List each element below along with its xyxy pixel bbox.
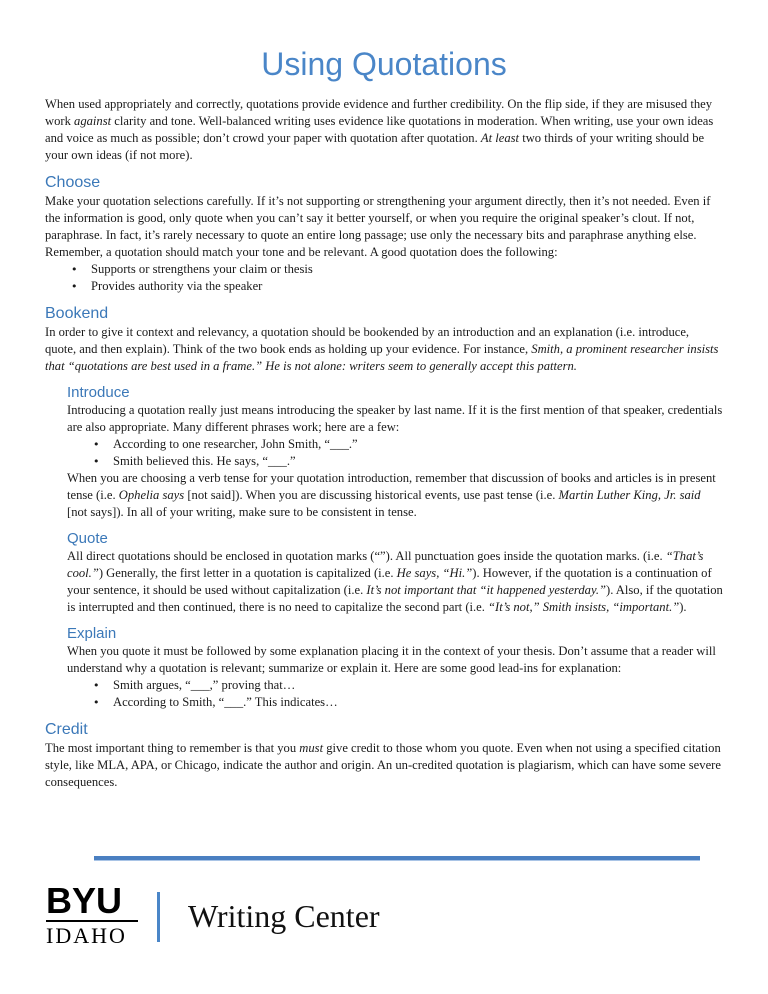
writing-center-label: Writing Center xyxy=(188,898,380,934)
tense-example: Martin Luther King, Jr. said xyxy=(558,488,701,502)
quote-text: All direct quotations should be enclosed in quotation marks (“”). All punctuation goes inside the quotation marks. (i.e. xyxy=(67,549,666,563)
quote-text: ). xyxy=(679,600,687,614)
intro-text: When used appropriately and correctly, quotations provide evidence and further credibility. On the flip side, if they are misused they work xyxy=(45,97,713,128)
intro-emphasis: against xyxy=(74,114,112,128)
intro-text: two thirds of your writing should be your own ideas (if not more). xyxy=(45,131,705,162)
explain-paragraph: When you quote it must be followed by some explanation placing it in the context of your thesis. Don’t assume that a reader will understand why a quotation is relevant; summarize or explain it. Here are some good lead-ins for explanation: xyxy=(67,644,716,675)
list-item: • According to one researcher, John Smith, “___.” xyxy=(113,436,723,453)
introduce-section xyxy=(67,402,723,521)
tense-paragraph xyxy=(67,470,723,521)
intro-text: clarity and tone. Well-balanced writing uses evidence like quotations in moderation. When writing, use your own ideas and voice as much as possible; don’t crowd your paper with quotation after quotation. xyxy=(45,114,714,145)
intro-emphasis: At least xyxy=(480,131,520,145)
quote-text: ) Generally, the first letter in a quotation is capitalized (i.e. xyxy=(98,566,397,580)
bookend-paragraph xyxy=(45,324,723,375)
section-heading-bookend: Bookend xyxy=(45,305,109,322)
page-title: Using Quotations xyxy=(261,46,507,82)
bookend-example: Smith, a prominent researcher insists that “quotations are best used in a frame.” He is not alone: writers seem to generally accept this pattern. xyxy=(45,342,719,373)
section-heading-quote: Quote xyxy=(67,530,108,547)
logo-top-text: BYU xyxy=(46,880,123,921)
document-body xyxy=(45,96,723,791)
quote-example: “That’s cool.” xyxy=(67,549,704,580)
credit-text: The most important thing to remember is that you xyxy=(45,741,300,755)
list-item: • Smith argues, “___,” proving that… xyxy=(113,677,723,694)
choose-paragraph: Make your quotation selections carefully. If it’s not supporting or strengthening your argument directly, then it’s not needed. Even if the information is good, only quote when you can’t say it better yourself, or when you require the original speaker’s clout. If not, paraphrase. In fact, it’s rarely necessary to quote an entire long passage; use only the necessary bits and paraphrase anything else. Remember, a quotation should match your tone and be relevant. A good quotation does the following: xyxy=(45,194,711,259)
section-heading-introduce: Introduce xyxy=(67,384,130,401)
logo-bottom-text: IDAHO xyxy=(46,920,138,950)
explain-list xyxy=(67,677,723,711)
introduce-list xyxy=(67,436,723,470)
credit-paragraph xyxy=(45,740,723,791)
list-item: • According to Smith, “___.” This indicates… xyxy=(113,694,723,711)
credit-text: give credit to those whom you quote. Even when not using a specified citation style, like MLA, APA, or Chicago, indicate the author and origin. An un-credited quotation is plagiarism, which can have some severe consequences. xyxy=(45,741,721,789)
list-item: • Supports or strengthens your claim or thesis xyxy=(91,261,723,278)
tense-text: When you are choosing a verb tense for your quotation introduction, remember that discussion of books and articles is in present tense (i.e. xyxy=(67,471,716,502)
list-item: • Smith believed this. He says, “___.” xyxy=(113,453,723,470)
section-heading-choose: Choose xyxy=(45,174,101,191)
quote-example: He says, “Hi.” xyxy=(396,566,473,580)
tense-example: Ophelia says xyxy=(118,488,185,502)
introduce-paragraph: Introducing a quotation really just means introducing the speaker by last name. If it is the first mention of that speaker, credentials are also appropriate. Many different phrases work; here are a few: xyxy=(67,403,723,434)
quote-text: ). Also, if the quotation is interrupted and then continued, there is no need to capitalize the second part (i.e. xyxy=(67,583,723,614)
footer-divider xyxy=(157,892,160,942)
choose-list xyxy=(45,261,723,295)
intro-paragraph xyxy=(45,96,723,164)
tense-text: [not says]). In all of your writing, make sure to be consistent in tense. xyxy=(67,505,417,519)
quote-paragraph xyxy=(67,548,723,616)
section-heading-explain: Explain xyxy=(67,625,117,642)
list-item: • Provides authority via the speaker xyxy=(91,278,723,295)
credit-emphasis: must xyxy=(299,741,324,755)
quote-section xyxy=(67,548,723,616)
quote-example: “It’s not,” Smith insists, “important.” xyxy=(488,600,680,614)
explain-section xyxy=(67,643,723,711)
byu-idaho-logo xyxy=(46,880,138,950)
quote-text: ). However, if the quotation is a continuation of your sentence, it should be used without capitalization (i.e. xyxy=(67,566,712,597)
quote-example: It’s not important that “it happened yesterday.” xyxy=(366,583,606,597)
tense-text: [not said]). When you are discussing historical events, use past tense (i.e. xyxy=(184,488,559,502)
section-heading-credit: Credit xyxy=(45,721,88,738)
bookend-text: In order to give it context and relevancy, a quotation should be bookended by an introduction and an explanation (i.e. introduce, quote, and then explain). Think of the two book ends as holding up your evidence. For instance, xyxy=(45,325,690,356)
footer-rule xyxy=(94,856,700,861)
